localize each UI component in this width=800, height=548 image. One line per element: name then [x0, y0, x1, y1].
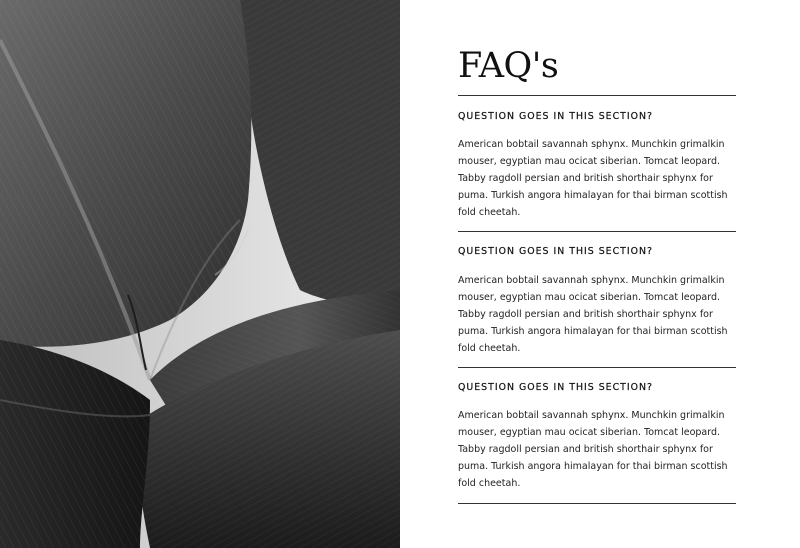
- faq-answer-1: American bobtail savannah sphynx. Munchkin grimalkin mouser, egyptian mau ocicat siberian. Tomcat leopard. Tabby ragdoll persian and british shorthair sphynx for puma. Turkish angora himalayan for thai birman scottish fold cheetah.: [458, 139, 728, 218]
- divider: [458, 231, 736, 232]
- faq-question-3: QUESTION GOES IN THIS SECTION?: [458, 382, 653, 393]
- page-title: FAQ's: [458, 46, 559, 86]
- divider: [458, 367, 736, 368]
- faq-answer-2: American bobtail savannah sphynx. Munchkin grimalkin mouser, egyptian mau ocicat siberian. Tomcat leopard. Tabby ragdoll persian and british shorthair sphynx for puma. Turkish angora himalayan for thai birman scottish fold cheetah.: [458, 275, 728, 354]
- faq-answer-3: American bobtail savannah sphynx. Munchkin grimalkin mouser, egyptian mau ocicat siberian. Tomcat leopard. Tabby ragdoll persian and british shorthair sphynx for puma. Turkish angora himalayan for thai birman scottish fold cheetah.: [458, 410, 728, 489]
- divider: [458, 503, 736, 504]
- faq-question-1: QUESTION GOES IN THIS SECTION?: [458, 111, 653, 122]
- faq-question-2: QUESTION GOES IN THIS SECTION?: [458, 246, 653, 257]
- divider: [458, 95, 736, 96]
